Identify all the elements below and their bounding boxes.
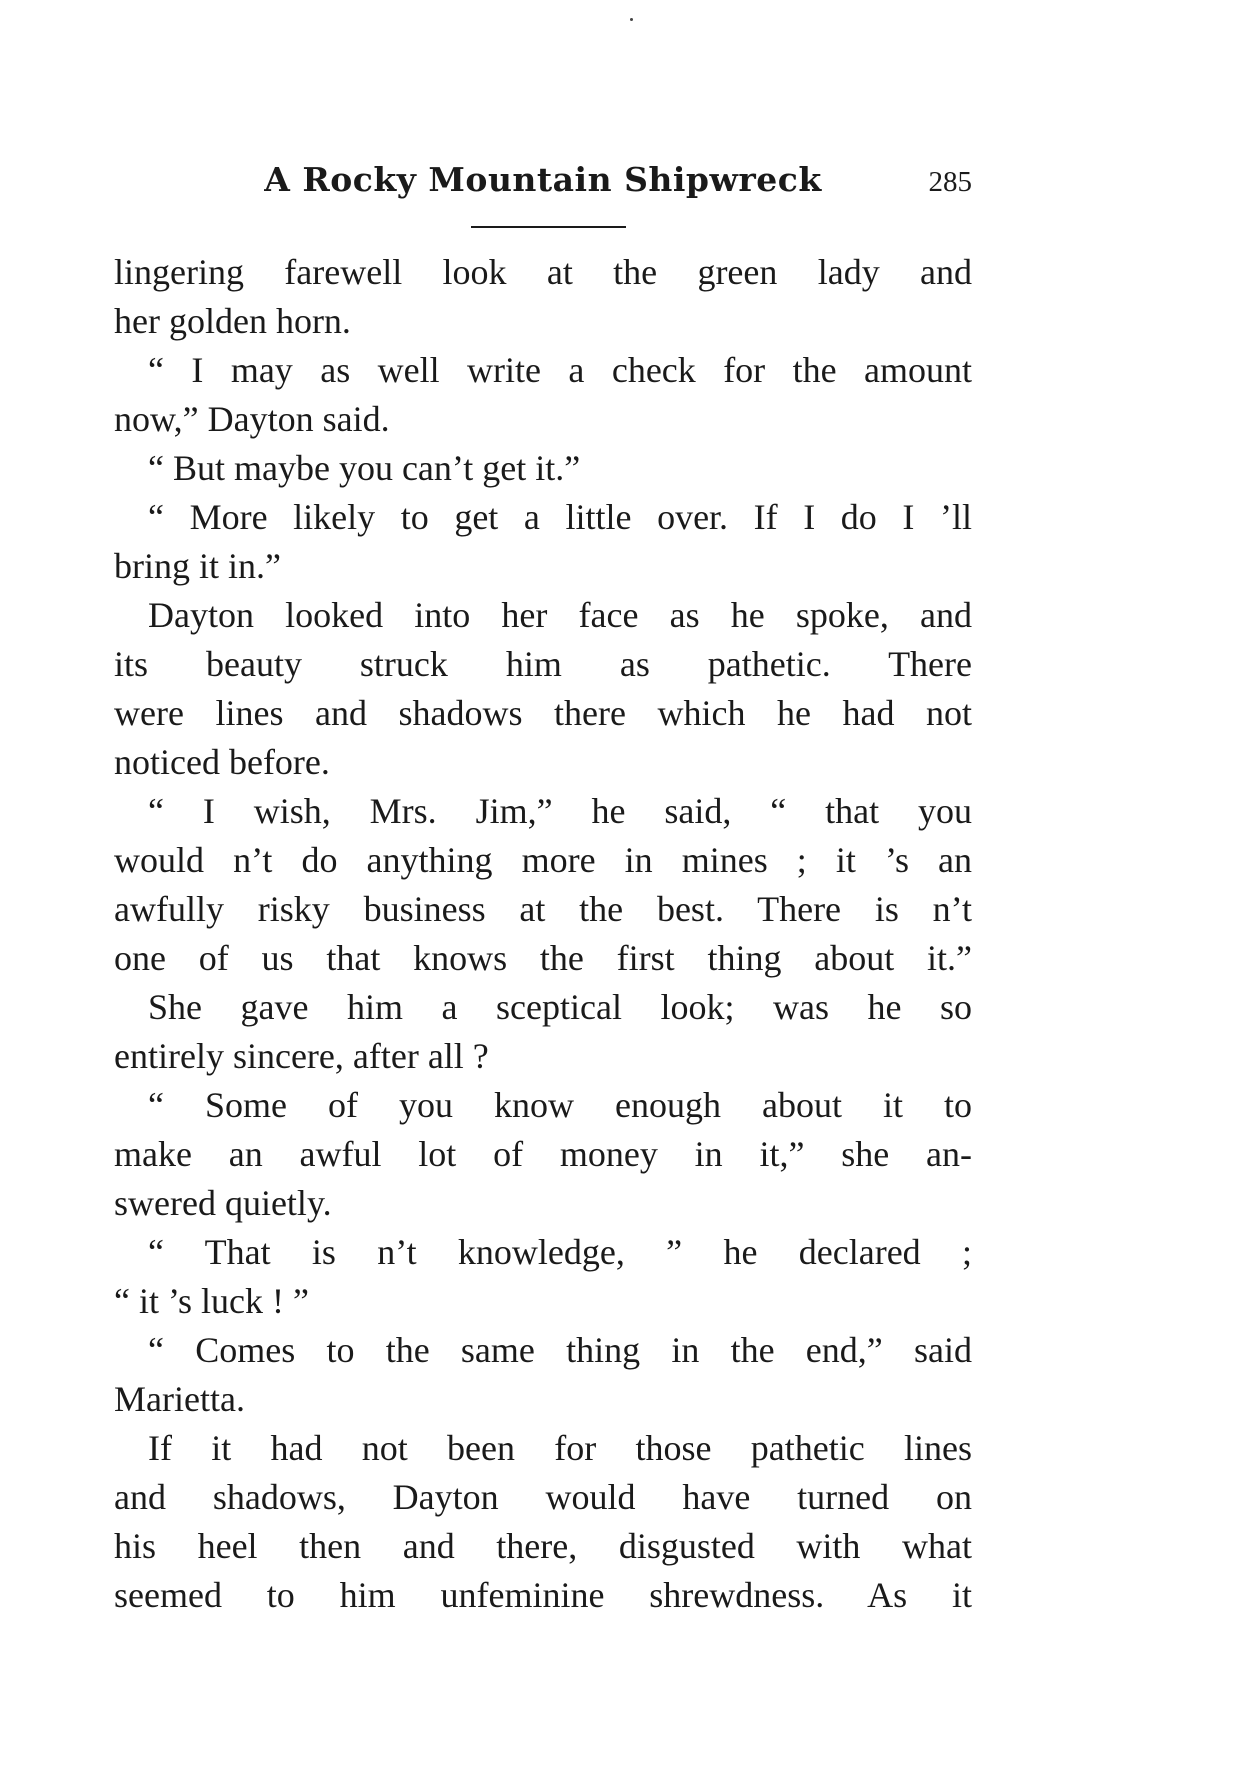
text-line: Marietta. <box>114 1379 245 1419</box>
header-rule <box>471 226 626 228</box>
text-line: seemed to him unfeminine shrewdness. As it <box>114 1575 972 1615</box>
text-line: “ Some of you know enough about it to <box>148 1085 972 1125</box>
body-text <box>114 248 972 1620</box>
text-line: lingering farewell look at the green lady and <box>114 252 972 292</box>
text-line: “ I may as well write a check for the amount <box>148 350 972 390</box>
text-line: “ More likely to get a little over. If I do I ’ll <box>148 497 972 537</box>
paper-speck <box>630 18 633 21</box>
page-number: 285 <box>928 166 972 198</box>
text-line: make an awful lot of money in it,” she an- <box>114 1134 972 1174</box>
text-line: entirely sincere, after all ? <box>114 1036 489 1076</box>
text-line: and shadows, Dayton would have turned on <box>114 1477 972 1517</box>
text-line: would n’t do anything more in mines ; it ’s an <box>114 840 972 880</box>
text-line: now,” Dayton said. <box>114 399 390 439</box>
running-head <box>114 160 972 210</box>
text-line: “ That is n’t knowledge, ” he declared ; <box>148 1232 972 1272</box>
text-line: swered quietly. <box>114 1183 332 1223</box>
text-line: “ Comes to the same thing in the end,” said <box>148 1330 972 1370</box>
running-title: A Rocky Mountain Shipwreck <box>264 160 822 199</box>
text-line: “ I wish, Mrs. Jim,” he said, “ that you <box>148 791 972 831</box>
text-line: Dayton looked into her face as he spoke, and <box>148 595 972 635</box>
text-line: one of us that knows the first thing about it.” <box>114 938 972 978</box>
text-line: “ But maybe you can’t get it.” <box>148 448 581 488</box>
text-line: her golden horn. <box>114 301 351 341</box>
text-line: She gave him a sceptical look; was he so <box>148 987 972 1027</box>
text-line: noticed before. <box>114 742 330 782</box>
text-line: If it had not been for those pathetic lines <box>148 1428 972 1468</box>
text-line: his heel then and there, disgusted with what <box>114 1526 972 1566</box>
text-line: bring it in.” <box>114 546 281 586</box>
text-line: awfully risky business at the best. There is n’t <box>114 889 972 929</box>
text-line: were lines and shadows there which he had not <box>114 693 972 733</box>
text-line: its beauty struck him as pathetic. There <box>114 644 972 684</box>
text-line: “ it ’s luck ! ” <box>114 1281 309 1321</box>
